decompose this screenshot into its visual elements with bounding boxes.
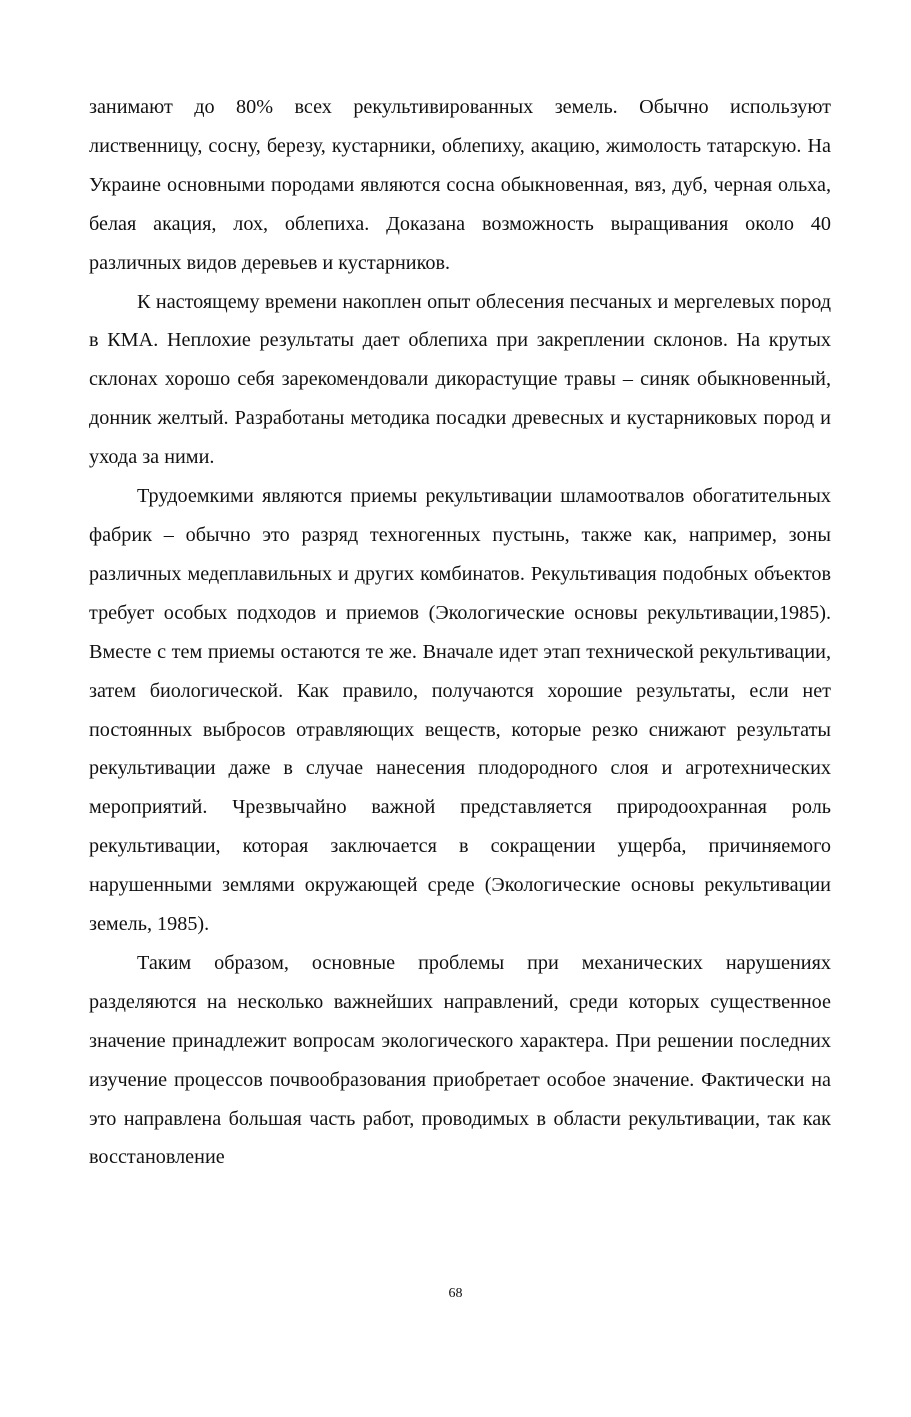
paragraph-2: К настоящему времени накоплен опыт облесения песчаных и мергелевых пород в КМА. Неплохие результаты дает облепиха при закреплении склонов. На крутых склонах хорошо себя зарекомендовали дикорастущие травы – синяк обыкновенный, донник желтый. Разработаны методика посадки древесных и кустарниковых пород и ухода за ними. bbox=[89, 290, 831, 469]
paragraph-4: Таким образом, основные проблемы при механических нарушениях разделяются на несколько важнейших направлений, среди которых существенное значение принадлежит вопросам экологического характера. При решении последних изучение процессов почвообразования приобретает особое значение. Фактически на это направлена большая часть работ, проводимых в области рекультивации, так как восстановление bbox=[89, 951, 831, 1169]
paragraph-1: занимают до 80% всех рекультивированных земель. Обычно используют лиственницу, сосну, березу, кустарники, облепиху, акацию, жимолость татарскую. На Украине основными породами являются сосна обыкновенная, вяз, дуб, черная ольха, белая акация, лох, облепиха. Доказана возможность выращивания около 40 различных видов деревьев и кустарников. bbox=[89, 96, 831, 274]
page-body bbox=[89, 88, 831, 1177]
page-number: 68 bbox=[448, 1286, 463, 1301]
paragraph-3: Трудоемкими являются приемы рекультивации шламоотвалов обогатительных фабрик – обычно это разряд техногенных пустынь, также как, например, зоны различных медеплавильных и других комбинатов. Рекультивация подобных объектов требует особых подходов и приемов (Экологические основы рекультивации,1985). Вместе с тем приемы остаются те же. Вначале идет этап технической рекультивации, затем биологической. Как правило, получаются хорошие результаты, если нет постоянных выбросов отравляющих веществ, которые резко снижают результаты рекультивации даже в случае нанесения плодородного слоя и агротехнических мероприятий. Чрезвычайно важной представляется природоохранная роль рекультивации, которая заключается в сокращении ущерба, причиняемого нарушенными землями окружающей среде (Экологические основы рекультивации земель, 1985). bbox=[89, 485, 831, 936]
